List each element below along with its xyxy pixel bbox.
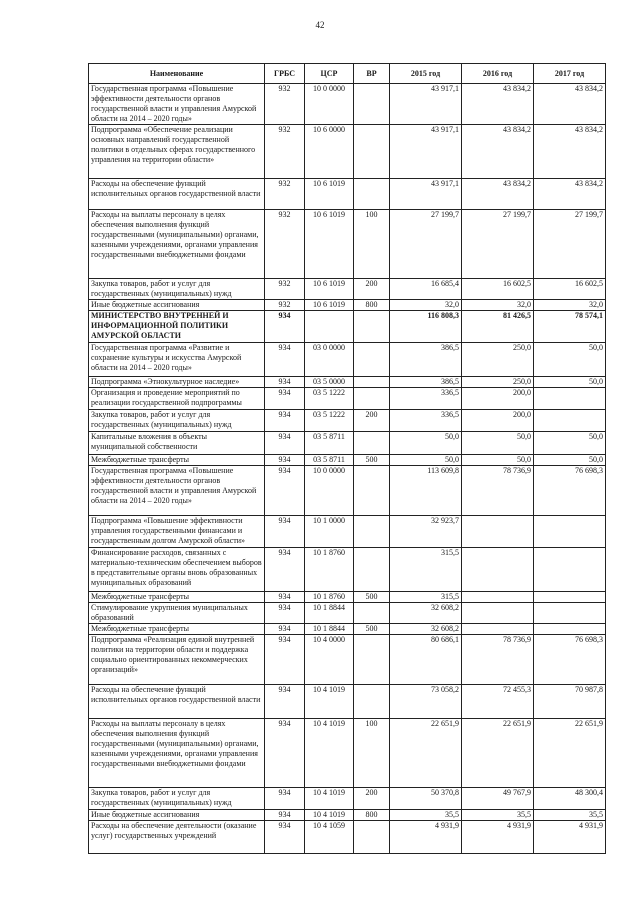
cell-name: Подпрограмма «Реализация единой внутренней политики на территории области и поддержка социально ориентированных некоммерческих организаций» xyxy=(89,635,265,685)
cell-2016: 43 834,2 xyxy=(462,179,534,210)
cell-2016 xyxy=(462,592,534,603)
cell-grbs: 934 xyxy=(265,624,305,635)
cell-2016 xyxy=(462,548,534,592)
cell-2017: 76 698,3 xyxy=(534,635,606,685)
cell-grbs: 932 xyxy=(265,210,305,279)
cell-name: Государственная программа «Развитие и сохранение культуры и искусства Амурской области на 2014 – 2020 годы» xyxy=(89,343,265,377)
cell-2015: 16 685,4 xyxy=(390,279,462,300)
cell-2016 xyxy=(462,603,534,624)
cell-2017: 43 834,2 xyxy=(534,179,606,210)
cell-grbs: 934 xyxy=(265,592,305,603)
cell-name: Межбюджетные трансферты xyxy=(89,592,265,603)
cell-2016: 22 651,9 xyxy=(462,719,534,788)
table-row xyxy=(89,466,606,516)
cell-2017: 76 698,3 xyxy=(534,466,606,516)
table-row xyxy=(89,592,606,603)
cell-2017: 32,0 xyxy=(534,300,606,311)
table-row xyxy=(89,635,606,685)
table-body xyxy=(89,84,606,854)
cell-2017: 16 602,5 xyxy=(534,279,606,300)
table-row xyxy=(89,810,606,821)
cell-2016: 78 736,9 xyxy=(462,466,534,516)
table-row xyxy=(89,377,606,388)
cell-2017 xyxy=(534,388,606,410)
cell-2017: 43 834,2 xyxy=(534,125,606,179)
cell-csr: 10 4 1019 xyxy=(305,685,354,719)
cell-2015: 386,5 xyxy=(390,377,462,388)
cell-csr: 10 6 1019 xyxy=(305,300,354,311)
cell-csr: 10 0 0000 xyxy=(305,466,354,516)
cell-vr: 800 xyxy=(354,300,390,311)
cell-grbs: 934 xyxy=(265,685,305,719)
cell-csr: 03 5 8711 xyxy=(305,432,354,455)
cell-name: Иные бюджетные ассигнования xyxy=(89,300,265,311)
table-row xyxy=(89,432,606,455)
cell-2016: 32,0 xyxy=(462,300,534,311)
cell-name: Иные бюджетные ассигнования xyxy=(89,810,265,821)
cell-csr: 03 5 1222 xyxy=(305,388,354,410)
cell-2017: 50,0 xyxy=(534,455,606,466)
cell-name: Финансирование расходов, связанных с материально-техническим обеспечением выборов в представительные органы вновь образованных муниципальных образований xyxy=(89,548,265,592)
header-2015: 2015 год xyxy=(390,64,462,84)
cell-name: Государственная программа «Повышение эффективности деятельности органов государственной власти и управления Амурской области на 2014 – 2020 годы» xyxy=(89,84,265,125)
cell-name: Подпрограмма «Этнокультурное наследие» xyxy=(89,377,265,388)
cell-2016 xyxy=(462,516,534,548)
cell-vr xyxy=(354,603,390,624)
cell-csr: 10 4 1019 xyxy=(305,810,354,821)
cell-2015: 32 608,2 xyxy=(390,624,462,635)
header-csr: ЦСР xyxy=(305,64,354,84)
cell-grbs: 934 xyxy=(265,410,305,432)
cell-grbs: 934 xyxy=(265,516,305,548)
cell-vr xyxy=(354,635,390,685)
cell-2015: 43 917,1 xyxy=(390,84,462,125)
cell-vr: 800 xyxy=(354,810,390,821)
cell-2015: 116 808,3 xyxy=(390,311,462,343)
cell-name: Капитальные вложения в объекты муниципальной собственности xyxy=(89,432,265,455)
cell-2016: 43 834,2 xyxy=(462,84,534,125)
cell-grbs: 932 xyxy=(265,279,305,300)
table-row xyxy=(89,788,606,810)
table-row xyxy=(89,410,606,432)
cell-name: МИНИСТЕРСТВО ВНУТРЕННЕЙ И ИНФОРМАЦИОННОЙ ПОЛИТИКИ АМУРСКОЙ ОБЛАСТИ xyxy=(89,311,265,343)
cell-2016: 27 199,7 xyxy=(462,210,534,279)
cell-grbs: 934 xyxy=(265,548,305,592)
cell-2017: 43 834,2 xyxy=(534,84,606,125)
cell-2017 xyxy=(534,516,606,548)
cell-csr: 10 4 1059 xyxy=(305,821,354,854)
cell-vr xyxy=(354,343,390,377)
cell-csr: 10 6 0000 xyxy=(305,125,354,179)
table-row xyxy=(89,210,606,279)
cell-2016: 78 736,9 xyxy=(462,635,534,685)
cell-2016: 16 602,5 xyxy=(462,279,534,300)
cell-2016: 250,0 xyxy=(462,377,534,388)
table-row xyxy=(89,179,606,210)
cell-name: Межбюджетные трансферты xyxy=(89,455,265,466)
cell-2015: 27 199,7 xyxy=(390,210,462,279)
cell-csr: 10 1 0000 xyxy=(305,516,354,548)
cell-2017: 50,0 xyxy=(534,343,606,377)
table-row xyxy=(89,84,606,125)
cell-vr xyxy=(354,821,390,854)
cell-2015: 43 917,1 xyxy=(390,125,462,179)
cell-grbs: 932 xyxy=(265,125,305,179)
cell-name: Закупка товаров, работ и услуг для государственных (муниципальных) нужд xyxy=(89,788,265,810)
cell-vr: 500 xyxy=(354,455,390,466)
cell-2015: 50,0 xyxy=(390,432,462,455)
cell-grbs: 932 xyxy=(265,300,305,311)
cell-vr xyxy=(354,685,390,719)
cell-2017 xyxy=(534,624,606,635)
cell-2015: 50 370,8 xyxy=(390,788,462,810)
cell-name: Расходы на выплаты персоналу в целях обеспечения выполнения функций государственными (муниципальными) органами, казенными учреждениями, органами управления государственными внебюджетными фондами xyxy=(89,719,265,788)
cell-grbs: 934 xyxy=(265,635,305,685)
cell-csr: 03 0 0000 xyxy=(305,343,354,377)
table-row xyxy=(89,603,606,624)
cell-name: Межбюджетные трансферты xyxy=(89,624,265,635)
cell-vr xyxy=(354,311,390,343)
cell-csr: 03 5 0000 xyxy=(305,377,354,388)
table-row xyxy=(89,343,606,377)
cell-2015: 50,0 xyxy=(390,455,462,466)
cell-vr xyxy=(354,388,390,410)
cell-csr: 10 1 8844 xyxy=(305,603,354,624)
cell-2016: 200,0 xyxy=(462,388,534,410)
cell-2015: 4 931,9 xyxy=(390,821,462,854)
cell-2017: 4 931,9 xyxy=(534,821,606,854)
header-grbs: ГРБС xyxy=(265,64,305,84)
cell-vr: 500 xyxy=(354,592,390,603)
cell-2017 xyxy=(534,603,606,624)
cell-grbs: 934 xyxy=(265,810,305,821)
cell-csr: 10 4 1019 xyxy=(305,719,354,788)
page-number: 42 xyxy=(315,20,325,30)
cell-name: Расходы на выплаты персоналу в целях обеспечения выполнения функций государственными (муниципальными) органами, казенными учреждениями, органами управления государственными внебюджетными фондами xyxy=(89,210,265,279)
cell-vr: 200 xyxy=(354,788,390,810)
cell-2017 xyxy=(534,548,606,592)
table-row xyxy=(89,719,606,788)
table-row xyxy=(89,279,606,300)
cell-2017: 50,0 xyxy=(534,432,606,455)
cell-grbs: 934 xyxy=(265,377,305,388)
cell-vr: 100 xyxy=(354,210,390,279)
cell-csr: 10 1 8760 xyxy=(305,548,354,592)
cell-grbs: 934 xyxy=(265,788,305,810)
cell-vr: 200 xyxy=(354,410,390,432)
cell-grbs: 934 xyxy=(265,455,305,466)
cell-2015: 43 917,1 xyxy=(390,179,462,210)
cell-2015: 113 609,8 xyxy=(390,466,462,516)
cell-vr xyxy=(354,548,390,592)
table-row xyxy=(89,125,606,179)
cell-vr xyxy=(354,377,390,388)
cell-2016: 81 426,5 xyxy=(462,311,534,343)
cell-2016: 50,0 xyxy=(462,455,534,466)
table-row xyxy=(89,300,606,311)
cell-csr: 10 4 0000 xyxy=(305,635,354,685)
cell-2017: 35,5 xyxy=(534,810,606,821)
cell-name: Подпрограмма «Повышение эффективности управления государственными финансами и государственным долгом Амурской области» xyxy=(89,516,265,548)
cell-2017: 27 199,7 xyxy=(534,210,606,279)
cell-2016: 72 455,3 xyxy=(462,685,534,719)
header-vr: ВР xyxy=(354,64,390,84)
cell-grbs: 934 xyxy=(265,603,305,624)
cell-csr: 10 6 1019 xyxy=(305,279,354,300)
cell-csr: 10 1 8844 xyxy=(305,624,354,635)
cell-2017: 78 574,1 xyxy=(534,311,606,343)
cell-2016: 35,5 xyxy=(462,810,534,821)
cell-grbs: 934 xyxy=(265,311,305,343)
cell-2015: 315,5 xyxy=(390,548,462,592)
cell-name: Расходы на обеспечение функций исполнительных органов государственной власти xyxy=(89,685,265,719)
cell-2016: 43 834,2 xyxy=(462,125,534,179)
cell-name: Закупка товаров, работ и услуг для государственных (муниципальных) нужд xyxy=(89,279,265,300)
cell-csr: 10 6 1019 xyxy=(305,179,354,210)
table-row xyxy=(89,548,606,592)
table-row xyxy=(89,455,606,466)
cell-2015: 32 608,2 xyxy=(390,603,462,624)
cell-2015: 386,5 xyxy=(390,343,462,377)
cell-csr: 10 6 1019 xyxy=(305,210,354,279)
table-row xyxy=(89,516,606,548)
cell-csr: 03 5 8711 xyxy=(305,455,354,466)
cell-2016 xyxy=(462,624,534,635)
cell-2017 xyxy=(534,592,606,603)
cell-2017: 48 300,4 xyxy=(534,788,606,810)
cell-grbs: 934 xyxy=(265,821,305,854)
cell-vr xyxy=(354,84,390,125)
cell-csr: 10 1 8760 xyxy=(305,592,354,603)
cell-2016: 50,0 xyxy=(462,432,534,455)
table-row xyxy=(89,821,606,854)
cell-csr: 10 4 1019 xyxy=(305,788,354,810)
cell-2015: 35,5 xyxy=(390,810,462,821)
cell-name: Стимулирование укрупнения муниципальных образований xyxy=(89,603,265,624)
cell-2015: 80 686,1 xyxy=(390,635,462,685)
cell-name: Закупка товаров, работ и услуг для государственных (муниципальных) нужд xyxy=(89,410,265,432)
cell-2015: 32 923,7 xyxy=(390,516,462,548)
cell-2015: 22 651,9 xyxy=(390,719,462,788)
cell-vr: 500 xyxy=(354,624,390,635)
cell-2017: 50,0 xyxy=(534,377,606,388)
cell-2016: 250,0 xyxy=(462,343,534,377)
cell-name: Подпрограмма «Обеспечение реализации основных направлений государственной политики в отдельных сферах государственного управления на территории области» xyxy=(89,125,265,179)
table-row xyxy=(89,685,606,719)
cell-2017 xyxy=(534,410,606,432)
cell-2015: 73 058,2 xyxy=(390,685,462,719)
cell-vr xyxy=(354,466,390,516)
cell-csr xyxy=(305,311,354,343)
table-row xyxy=(89,388,606,410)
cell-grbs: 934 xyxy=(265,343,305,377)
cell-2017: 70 987,8 xyxy=(534,685,606,719)
cell-vr: 200 xyxy=(354,279,390,300)
cell-grbs: 932 xyxy=(265,84,305,125)
cell-grbs: 934 xyxy=(265,466,305,516)
cell-csr: 03 5 1222 xyxy=(305,410,354,432)
table-row xyxy=(89,311,606,343)
cell-grbs: 932 xyxy=(265,179,305,210)
header-name: Наименование xyxy=(89,64,265,84)
cell-vr xyxy=(354,125,390,179)
cell-2016: 4 931,9 xyxy=(462,821,534,854)
budget-table xyxy=(88,63,606,854)
table-header-row xyxy=(89,64,606,84)
cell-name: Организация и проведение мероприятий по реализации государственной подпрограммы xyxy=(89,388,265,410)
cell-csr: 10 0 0000 xyxy=(305,84,354,125)
cell-grbs: 934 xyxy=(265,719,305,788)
cell-2016: 200,0 xyxy=(462,410,534,432)
header-2017: 2017 год xyxy=(534,64,606,84)
cell-2015: 336,5 xyxy=(390,388,462,410)
cell-2016: 49 767,9 xyxy=(462,788,534,810)
cell-vr xyxy=(354,516,390,548)
cell-vr xyxy=(354,432,390,455)
cell-vr xyxy=(354,179,390,210)
cell-name: Государственная программа «Повышение эффективности деятельности органов государственной власти и управления Амурской области на 2014 – 2020 годы» xyxy=(89,466,265,516)
cell-2015: 315,5 xyxy=(390,592,462,603)
table-row xyxy=(89,624,606,635)
cell-2017: 22 651,9 xyxy=(534,719,606,788)
cell-grbs: 934 xyxy=(265,432,305,455)
cell-name: Расходы на обеспечение функций исполнительных органов государственной власти xyxy=(89,179,265,210)
cell-2015: 336,5 xyxy=(390,410,462,432)
cell-name: Расходы на обеспечение деятельности (оказание услуг) государственных учреждений xyxy=(89,821,265,854)
header-2016: 2016 год xyxy=(462,64,534,84)
cell-vr: 100 xyxy=(354,719,390,788)
cell-2015: 32,0 xyxy=(390,300,462,311)
cell-grbs: 934 xyxy=(265,388,305,410)
